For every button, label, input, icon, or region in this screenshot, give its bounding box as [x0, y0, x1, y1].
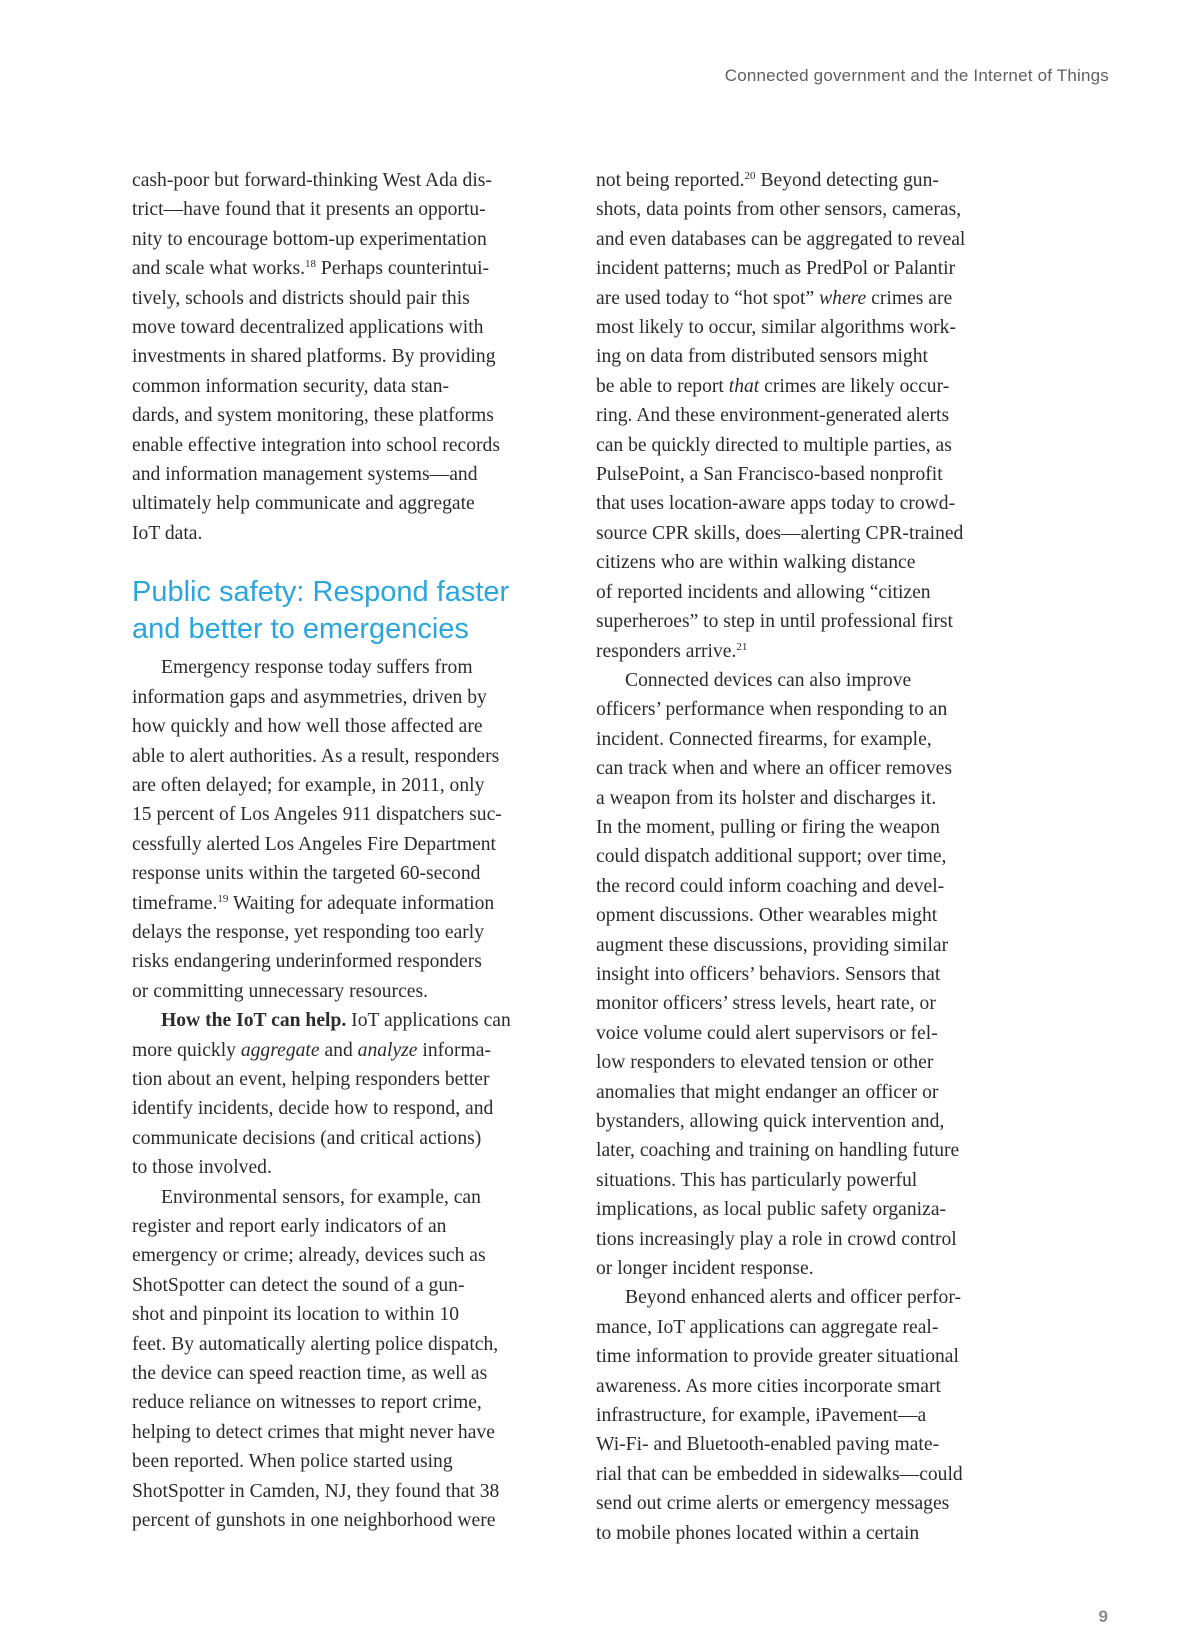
- footnote-ref-19: 19: [217, 892, 229, 905]
- text-line: of reported incidents and allowing “citizen: [596, 581, 931, 603]
- text-line: been reported. When police started using: [132, 1451, 453, 1473]
- text-line: insight into officers’ behaviors. Sensors that: [596, 963, 941, 985]
- text-line: In the moment, pulling or firing the weapon: [596, 816, 940, 838]
- heading-line: Public safety: Respond faster: [132, 576, 510, 609]
- text-line: implications, as local public safety organiza-: [596, 1199, 947, 1221]
- text-line: [596, 284, 1014, 313]
- text-line: tively, schools and districts should pair this: [132, 287, 470, 309]
- text-line: ing on data from distributed sensors might: [596, 346, 928, 368]
- text-line: time information to provide greater situational: [596, 1346, 959, 1368]
- text-run: and: [319, 1039, 358, 1061]
- text-line: Environmental sensors, for example, can: [161, 1186, 481, 1208]
- text-line: ShotSpotter can detect the sound of a gun-: [132, 1274, 465, 1296]
- text-line: most likely to occur, similar algorithms work-: [596, 317, 957, 339]
- text-line: enable effective integration into school records: [132, 434, 500, 456]
- section-heading: [132, 574, 550, 648]
- text-line: helping to detect crimes that might never have: [132, 1421, 495, 1443]
- text-line: to mobile phones located within a certain: [596, 1522, 920, 1544]
- text-line: incident. Connected firearms, for example,: [596, 728, 932, 750]
- text-line: citizens who are within walking distance: [596, 552, 916, 574]
- text-line: a weapon from its holster and discharges it.: [596, 787, 937, 809]
- emphasis-text: that: [728, 375, 760, 397]
- text-line: send out crime alerts or emergency messages: [596, 1493, 950, 1515]
- text-line: 15 percent of Los Angeles 911 dispatchers suc-: [132, 804, 502, 826]
- text-line: to those involved.: [132, 1157, 272, 1179]
- text-line: ShotSpotter in Camden, NJ, they found that 38: [132, 1480, 500, 1502]
- text-line: dards, and system monitoring, these platforms: [132, 405, 494, 427]
- text-line: and even databases can be aggregated to reveal: [596, 228, 966, 250]
- text-line: [132, 254, 550, 283]
- text-line: cessfully alerted Los Angeles Fire Department: [132, 833, 497, 855]
- text-run: Perhaps counterintui-: [316, 258, 490, 280]
- text-line: incident patterns; much as PredPol or Palantir: [596, 258, 956, 280]
- text-line: superheroes” to step in until professional first: [596, 611, 953, 633]
- text-line: nity to encourage bottom-up experimentation: [132, 228, 487, 250]
- text-line: [596, 166, 1014, 195]
- text-run: Waiting for adequate information: [228, 892, 495, 914]
- run-in-heading: How the IoT can help.: [161, 1010, 347, 1032]
- text-run: timeframe.: [132, 892, 218, 914]
- text-line: voice volume could alert supervisors or fel-: [596, 1022, 938, 1044]
- paragraph-connected-devices: [596, 666, 1014, 1284]
- text-run: and scale what works.: [132, 258, 306, 280]
- text-line: the record could inform coaching and devel-: [596, 875, 945, 897]
- text-line: reduce reliance on witnesses to report crime,: [132, 1392, 482, 1414]
- text-line: [596, 637, 1014, 666]
- paragraph-situational-awareness: [596, 1283, 1014, 1548]
- text-line: risks endangering underinformed responders: [132, 951, 482, 973]
- text-line: the device can speed reaction time, as well as: [132, 1363, 488, 1385]
- text-line: monitor officers’ stress levels, heart rate, or: [596, 993, 936, 1015]
- text-line: feet. By automatically alerting police dispatch,: [132, 1333, 499, 1355]
- text-line: IoT data.: [132, 522, 203, 544]
- text-line: that uses location-aware apps today to crowd-: [596, 493, 956, 515]
- text-line: awareness. As more cities incorporate smart: [596, 1375, 941, 1397]
- text-line: register and report early indicators of an: [132, 1216, 447, 1237]
- text-line: shot and pinpoint its location to within 10: [132, 1304, 460, 1326]
- text-line: mance, IoT applications can aggregate real-: [596, 1316, 939, 1338]
- text-line: delays the response, yet responding too early: [132, 921, 485, 943]
- text-line: identify incidents, decide how to respond, and: [132, 1098, 494, 1120]
- text-run: crimes are: [866, 287, 953, 309]
- text-line: [596, 372, 1014, 401]
- text-line: [132, 1006, 550, 1035]
- text-line: PulsePoint, a San Francisco-based nonprofit: [596, 464, 943, 486]
- text-line: opment discussions. Other wearables might: [596, 905, 938, 927]
- text-line: common information security, data stan-: [132, 375, 450, 397]
- text-line: infrastructure, for example, iPavement—a: [596, 1405, 927, 1427]
- footnote-ref-21: 21: [736, 640, 748, 653]
- emphasis-text: aggregate: [240, 1039, 320, 1061]
- text-run: not being reported.: [596, 170, 745, 191]
- text-line: percent of gunshots in one neighborhood were: [132, 1510, 496, 1532]
- text-line: ultimately help communicate and aggregate: [132, 493, 475, 515]
- text-run: be able to report: [596, 375, 729, 397]
- paragraph-environmental-sensors: [132, 1183, 550, 1536]
- text-line: trict—have found that it presents an opportu-: [132, 199, 486, 221]
- right-column: [596, 166, 1014, 1548]
- footnote-ref-18: 18: [305, 258, 317, 271]
- text-run: are used today to “hot spot”: [596, 287, 820, 309]
- text-line: Connected devices can also improve: [625, 669, 912, 691]
- text-line: [132, 1036, 550, 1065]
- text-run: responders arrive.: [596, 640, 737, 662]
- paragraph-school-platforms: [132, 166, 550, 548]
- text-line: or committing unnecessary resources.: [132, 980, 428, 1002]
- text-line: able to alert authorities. As a result, responders: [132, 745, 500, 767]
- text-line: shots, data points from other sensors, cameras,: [596, 199, 962, 221]
- text-line: ring. And these environment-generated alerts: [596, 405, 950, 427]
- text-line: or longer incident response.: [596, 1258, 814, 1280]
- text-line: how quickly and how well those affected are: [132, 716, 483, 738]
- text-line: Beyond enhanced alerts and officer perfor-: [625, 1287, 961, 1309]
- emphasis-text: where: [819, 287, 867, 309]
- paragraph-emergency-response: [132, 653, 550, 1006]
- text-run: more quickly: [132, 1039, 241, 1061]
- page-number: 9: [1098, 1607, 1108, 1626]
- emphasis-text: analyze: [357, 1039, 418, 1061]
- text-run: IoT applications can: [346, 1010, 511, 1032]
- left-column: [132, 166, 550, 1535]
- text-run: Beyond detecting gun-: [755, 170, 939, 191]
- text-line: officers’ performance when responding to an: [596, 699, 948, 721]
- text-line: [132, 889, 550, 918]
- text-line: investments in shared platforms. By providing: [132, 346, 496, 368]
- text-line: are often delayed; for example, in 2011, only: [132, 774, 485, 796]
- text-line: can be quickly directed to multiple parties, as: [596, 434, 952, 456]
- text-line: low responders to elevated tension or other: [596, 1052, 934, 1074]
- running-header: Connected government and the Internet of Things: [724, 66, 1109, 85]
- text-run: crimes are likely occur-: [759, 375, 950, 397]
- text-line: tions increasingly play a role in crowd control: [596, 1228, 957, 1250]
- text-line: communicate decisions (and critical actions): [132, 1127, 482, 1149]
- text-line: bystanders, allowing quick intervention and,: [596, 1111, 945, 1132]
- paragraph-how-iot-helps: [132, 1006, 550, 1182]
- text-line: Wi-Fi- and Bluetooth-enabled paving mate-: [596, 1434, 940, 1456]
- text-line: response units within the targeted 60-second: [132, 863, 481, 885]
- text-line: Emergency response today suffers from: [161, 657, 473, 679]
- text-line: move toward decentralized applications with: [132, 317, 484, 339]
- text-line: cash-poor but forward-thinking West Ada dis-: [132, 170, 492, 191]
- footnote-ref-20: 20: [744, 170, 756, 182]
- text-line: rial that can be embedded in sidewalks—could: [596, 1463, 963, 1485]
- text-line: information gaps and asymmetries, driven by: [132, 686, 487, 708]
- text-line: augment these discussions, providing similar: [596, 934, 949, 956]
- heading-line: and better to emergencies: [132, 613, 469, 646]
- text-line: could dispatch additional support; over time,: [596, 846, 947, 868]
- text-line: emergency or crime; already, devices such as: [132, 1245, 486, 1267]
- text-line: anomalies that might endanger an officer or: [596, 1081, 939, 1103]
- text-line: later, coaching and training on handling future: [596, 1140, 960, 1162]
- paragraph-crime-reporting: [596, 166, 1014, 666]
- text-run: informa-: [417, 1039, 491, 1061]
- text-line: can track when and where an officer removes: [596, 758, 952, 780]
- text-line: tion about an event, helping responders better: [132, 1068, 490, 1090]
- text-line: source CPR skills, does—alerting CPR-trained: [596, 522, 964, 544]
- text-line: and information management systems—and: [132, 464, 478, 486]
- text-line: situations. This has particularly powerful: [596, 1169, 918, 1191]
